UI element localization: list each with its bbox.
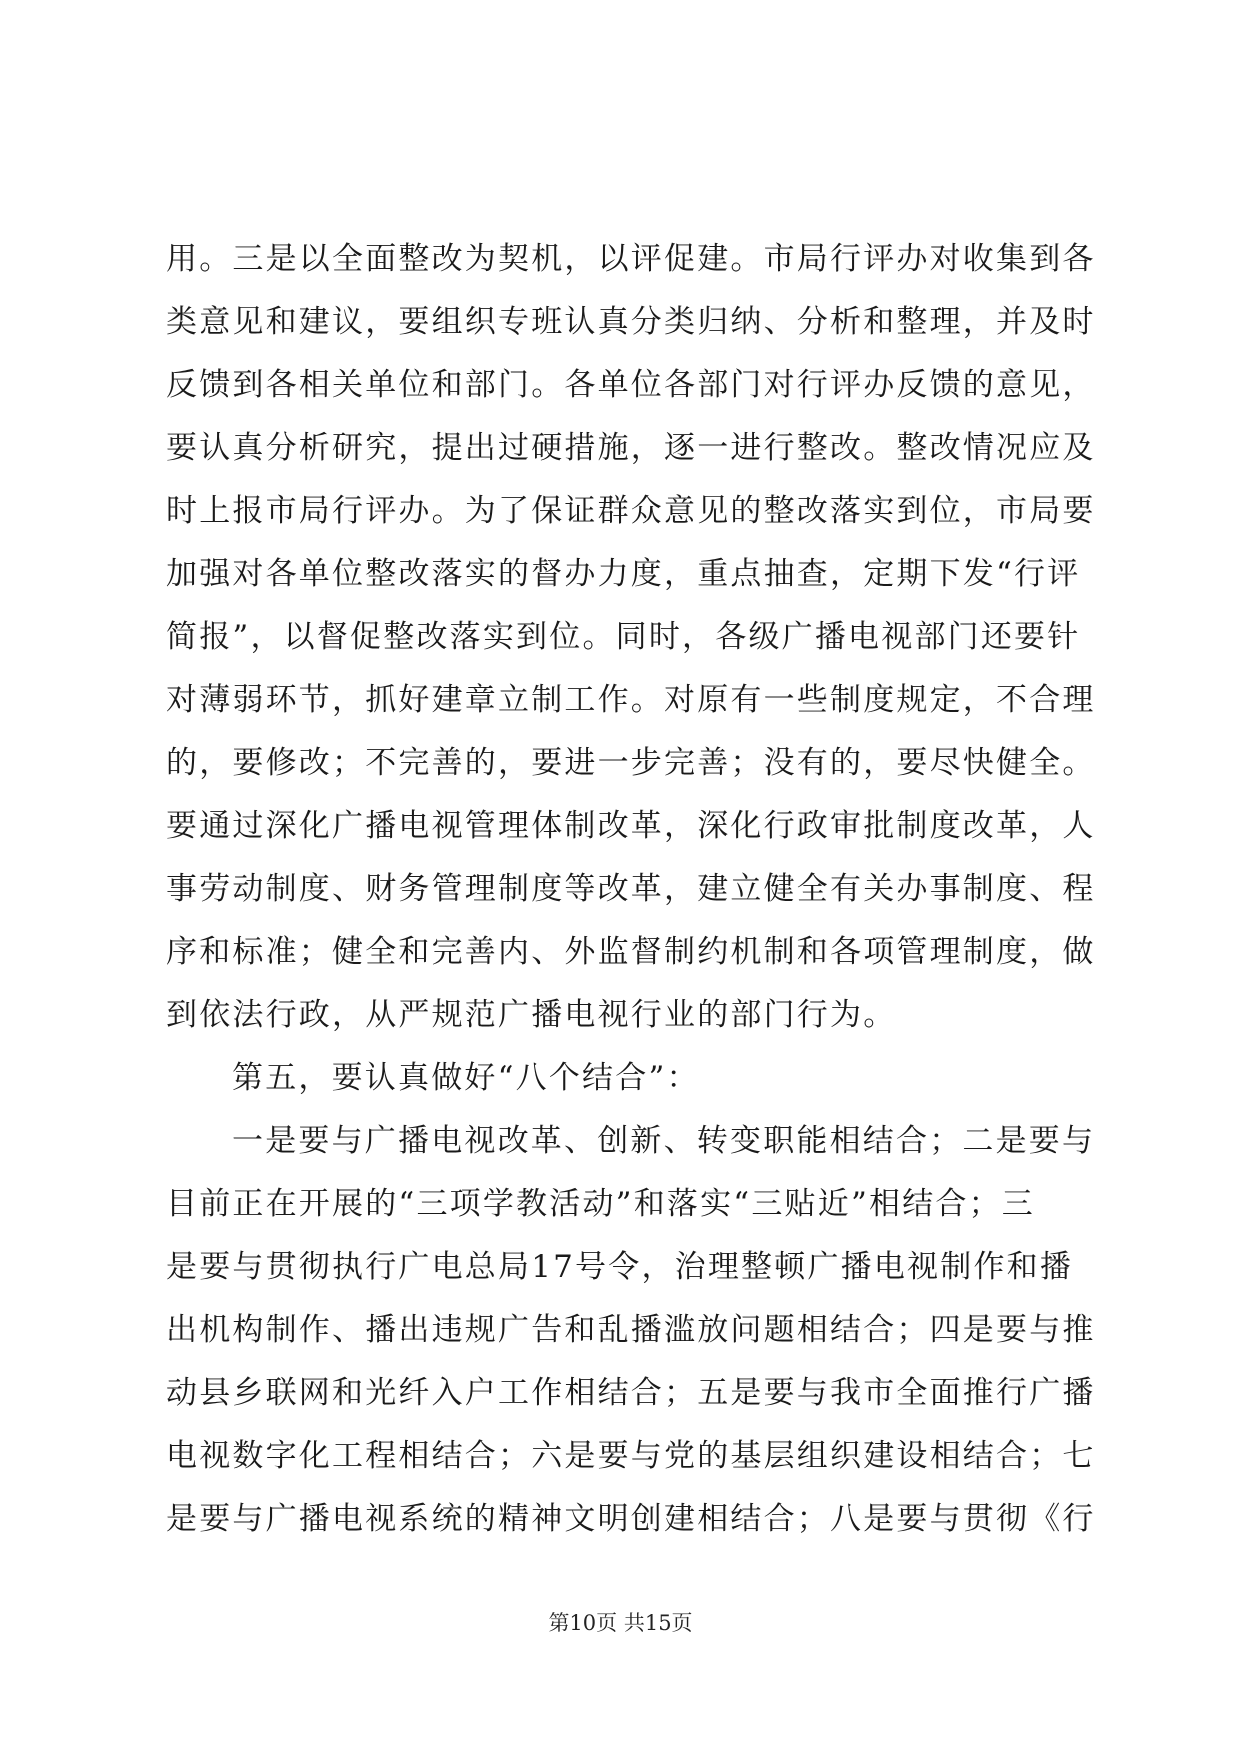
document-body bbox=[166, 228, 1096, 1551]
text-line: 一是要与广播电视改革、创新、转变职能相结合；二是要与 bbox=[232, 1123, 1096, 1159]
text-line: 时上报市局行评办。为了保证群众意见的整改落实到位，市局要 bbox=[166, 493, 1096, 529]
text-line: 电视数字化工程相结合；六是要与党的基层组织建设相结合；七 bbox=[166, 1438, 1096, 1474]
text-line: 类意见和建议，要组织专班认真分类归纳、分析和整理，并及时 bbox=[166, 304, 1096, 340]
text-line: 是要与广播电视系统的精神文明创建相结合；八是要与贯彻《行 bbox=[166, 1501, 1096, 1537]
text-line: 用。三是以全面整改为契机，以评促建。市局行评办对收集到各 bbox=[166, 241, 1096, 277]
text-line: 事劳动制度、财务管理制度等改革，建立健全有关办事制度、程 bbox=[166, 871, 1096, 907]
text-line: 加强对各单位整改落实的督办力度，重点抽查，定期下发“行评 bbox=[166, 556, 1081, 592]
page-number: 第10页 共15页 bbox=[548, 1611, 693, 1635]
text-line: 要通过深化广播电视管理体制改革，深化行政审批制度改革，人 bbox=[166, 808, 1096, 844]
text-line: 是要与贯彻执行广电总局17号令，治理整顿广播电视制作和播 bbox=[166, 1249, 1074, 1285]
text-line: 对薄弱环节，抓好建章立制工作。对原有一些制度规定，不合理 bbox=[166, 682, 1096, 718]
text-line: 到依法行政，从严规范广播电视行业的部门行为。 bbox=[166, 997, 897, 1033]
text-line: 简报”，以督促整改落实到位。同时，各级广播电视部门还要针 bbox=[166, 619, 1081, 655]
text-line: 的，要修改；不完善的，要进一步完善；没有的，要尽快健全。 bbox=[166, 745, 1096, 781]
text-line: 要认真分析研究，提出过硬措施，逐一进行整改。整改情况应及 bbox=[166, 430, 1096, 466]
text-line: 反馈到各相关单位和部门。各单位各部门对行评办反馈的意见， bbox=[166, 367, 1096, 403]
text-line: 目前正在开展的“三项学教活动”和落实“三贴近”相结合；三 bbox=[166, 1186, 1035, 1222]
section-heading: 第五，要认真做好“八个结合”： bbox=[232, 1060, 700, 1096]
text-line: 出机构制作、播出违规广告和乱播滥放问题相结合；四是要与推 bbox=[166, 1312, 1096, 1348]
text-line: 序和标准；健全和完善内、外监督制约机制和各项管理制度，做 bbox=[166, 934, 1096, 970]
text-line: 动县乡联网和光纤入户工作相结合；五是要与我市全面推行广播 bbox=[166, 1375, 1096, 1411]
